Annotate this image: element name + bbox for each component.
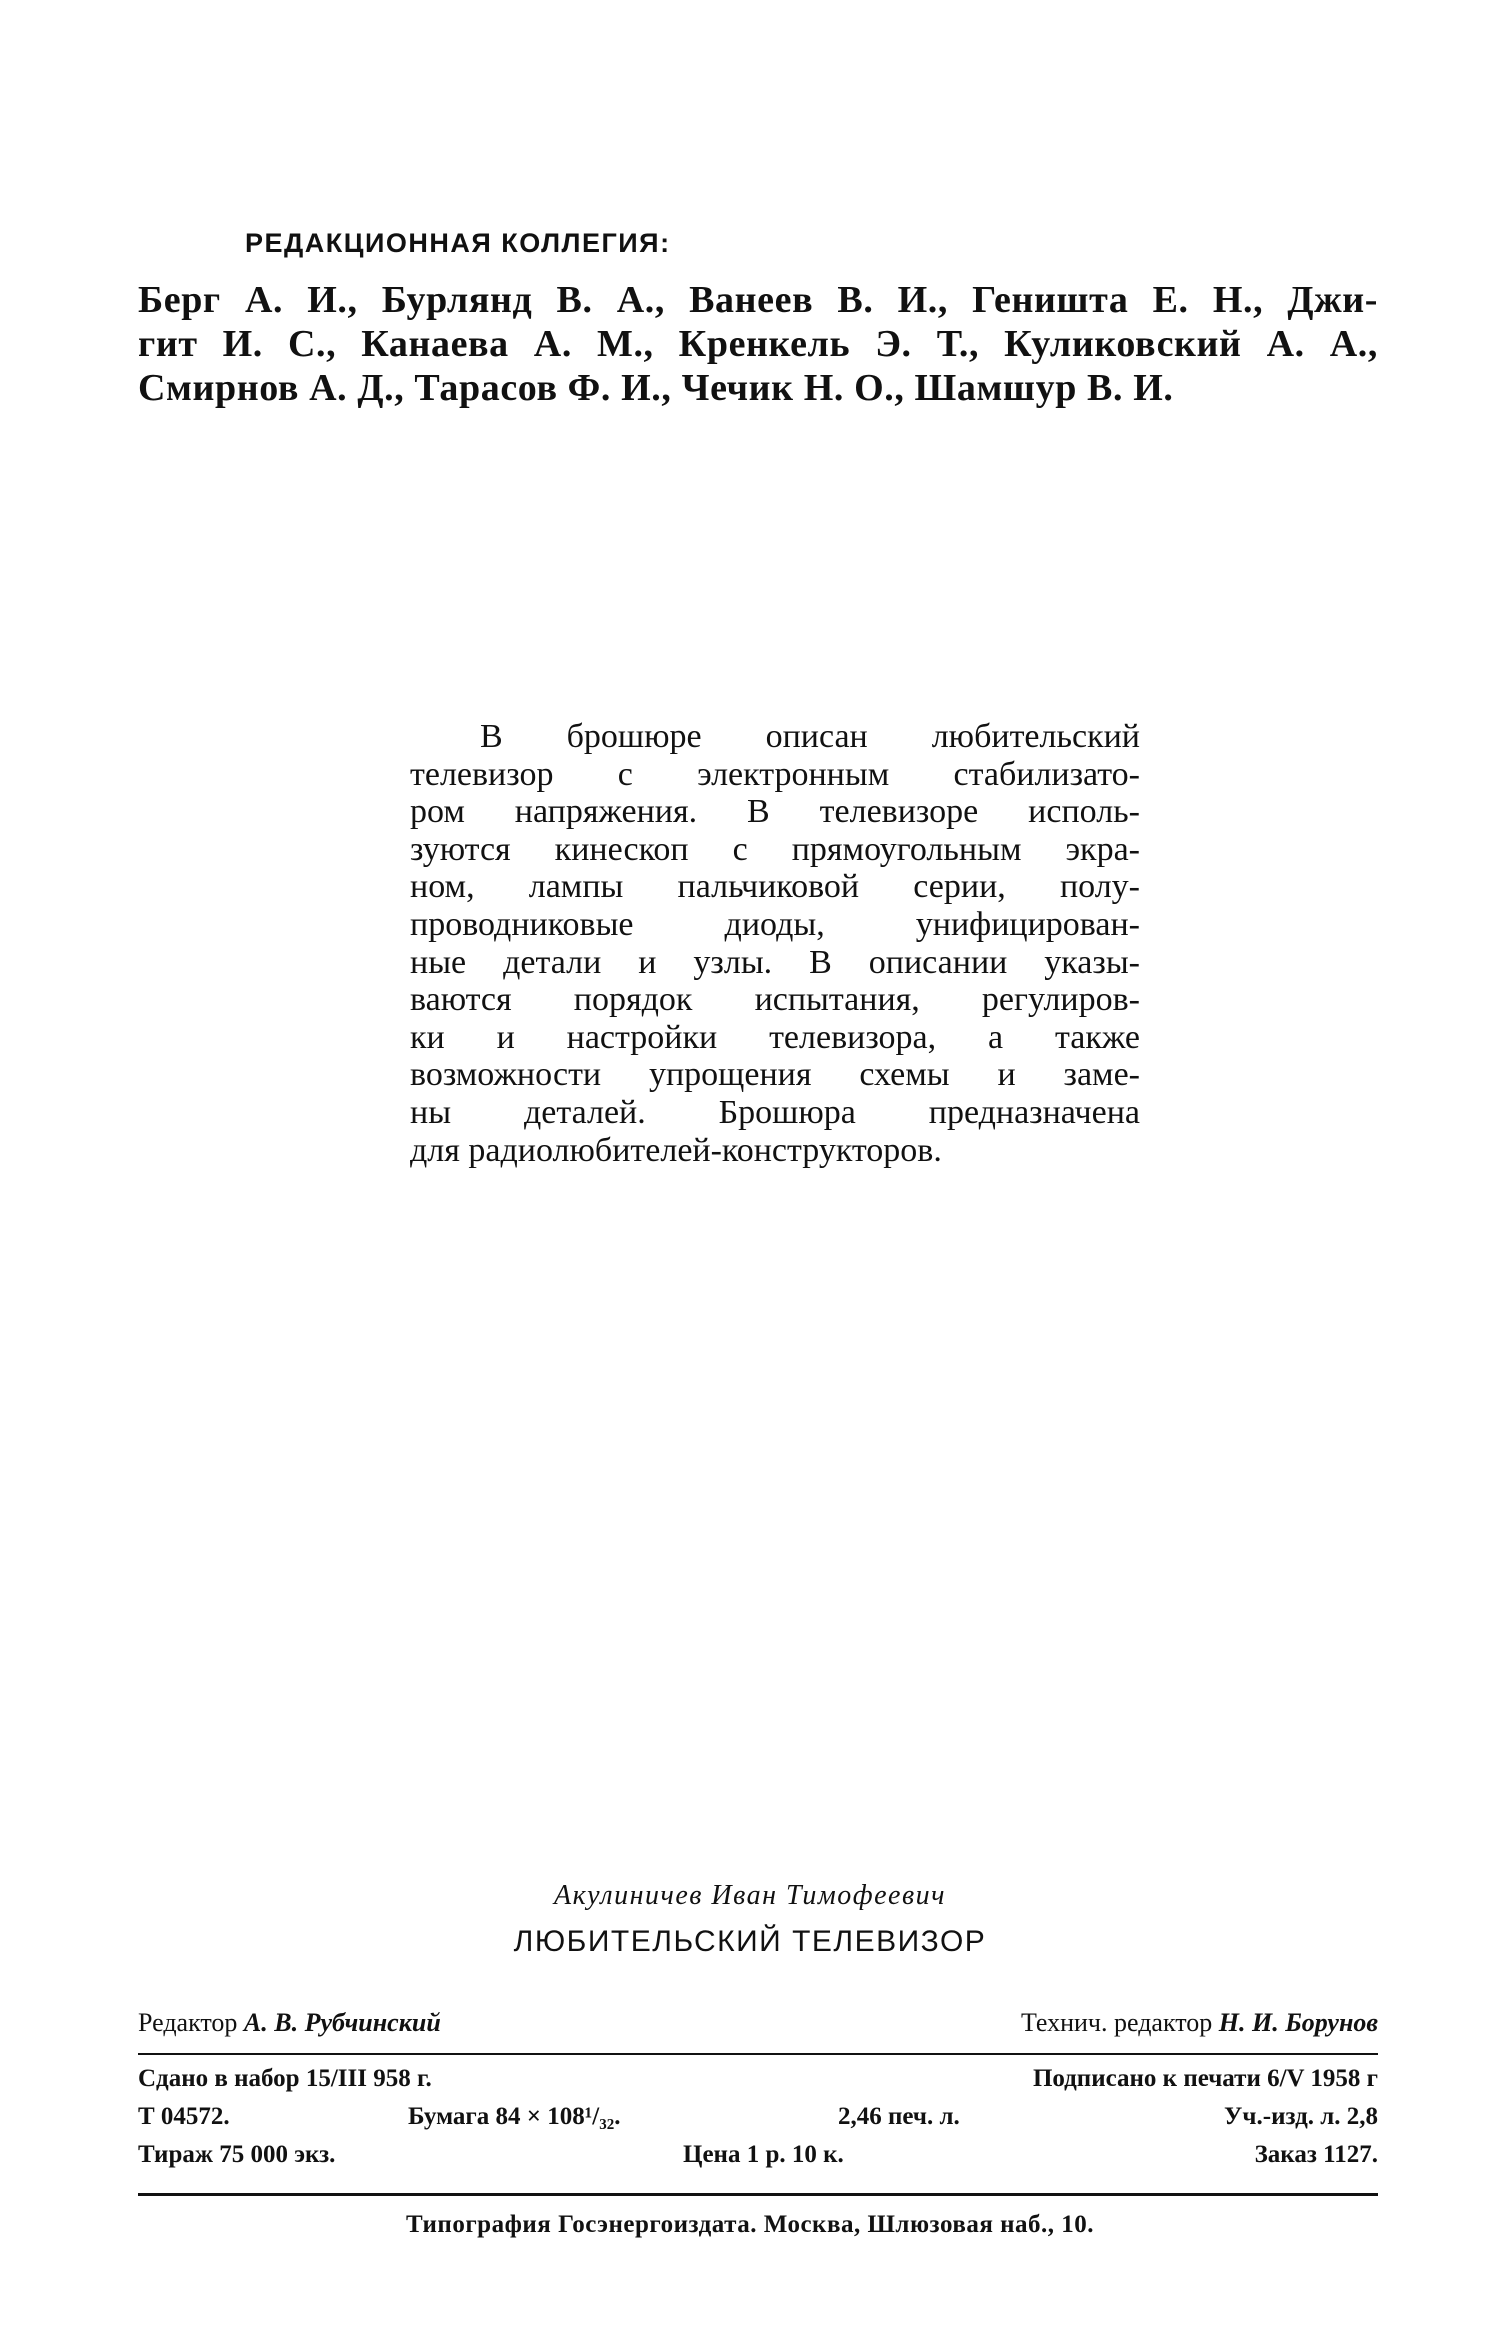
editor-label: Редактор [138, 2008, 238, 2037]
imprint-block [138, 2065, 1378, 2179]
printer-line: Типография Госэнергоиздата. Москва, Шлюзовая наб., 10. [405, 2211, 1095, 2238]
editor-credit [138, 2008, 441, 2038]
order-number: Заказ 1127. [1254, 2141, 1378, 2168]
annotation-line: ном, лампы пальчиковой серии, полу- [410, 868, 1140, 906]
imprint-row [138, 2065, 1378, 2103]
tech-editor-credit [1021, 2008, 1378, 2038]
divider-rule [138, 2193, 1378, 2196]
board-members-line: Берг А. И., Бурлянд В. А., Ванеев В. И., Геништа Е. Н., Джи- [138, 279, 1378, 321]
edition-sheets: Уч.-изд. л. 2,8 [1224, 2103, 1378, 2130]
board-members-line: гит И. С., Канаева А. М., Кренкель Э. Т., Куликовский А. А., [138, 323, 1378, 365]
annotation-line: проводниковые диоды, унифицирован- [410, 905, 1140, 943]
imprint-row [138, 2141, 1378, 2179]
board-members-line: Смирнов А. Д., Тарасов Ф. И., Чечик Н. О., Шамшур В. И. [138, 367, 1174, 409]
publication-code: Т 04572. [138, 2103, 230, 2130]
annotation-line: для радиолюбителей-конструкторов. [410, 1131, 942, 1169]
book-title: ЛЮБИТЕЛЬСКИЙ ТЕЛЕВИЗОР [513, 1925, 987, 1958]
annotation-paragraph [410, 718, 1140, 1169]
editor-name: А. В. Рубчинский [243, 2008, 441, 2037]
paper-format: Бумага 84 × 108¹/₃₂. [408, 2103, 621, 2130]
editorial-board-members [138, 278, 1378, 410]
annotation-line: телевизор с электронным стабилизато- [410, 755, 1140, 793]
editor-credits [138, 2008, 1378, 2038]
annotation-line: возможности упрощения схемы и заме- [410, 1056, 1140, 1094]
divider-rule [138, 2053, 1378, 2055]
print-run: Тираж 75 000 экз. [138, 2141, 336, 2168]
typeset-date: Сдано в набор 15/III 958 г. [138, 2065, 432, 2092]
annotation-line: ром напряжения. В телевизоре исполь- [410, 793, 1140, 831]
annotation-line: зуются кинескоп с прямоугольным экра- [410, 830, 1140, 868]
author-name: Акулиничев Иван Тимофеевич [553, 1880, 946, 1911]
printed-sheets: 2,46 печ. л. [838, 2103, 960, 2130]
annotation-line: ваются порядок испытания, регулиров- [410, 981, 1140, 1019]
annotation-line: В брошюре описан любительский [480, 718, 1140, 755]
imprint-row [138, 2103, 1378, 2141]
annotation-line: ные детали и узлы. В описании указы- [410, 943, 1140, 981]
signed-date: Подписано к печати 6/V 1958 г [1032, 2065, 1378, 2092]
annotation-line: ки и настройки телевизора, а также [410, 1018, 1140, 1056]
price: Цена 1 р. 10 к. [683, 2141, 844, 2168]
editorial-board-heading: РЕДАКЦИОННАЯ КОЛЛЕГИЯ: [245, 228, 671, 258]
annotation-line: ны деталей. Брошюра предназначена [410, 1093, 1140, 1131]
tech-editor-label: Технич. редактор [1021, 2008, 1213, 2037]
tech-editor-name: Н. И. Борунов [1218, 2008, 1378, 2037]
